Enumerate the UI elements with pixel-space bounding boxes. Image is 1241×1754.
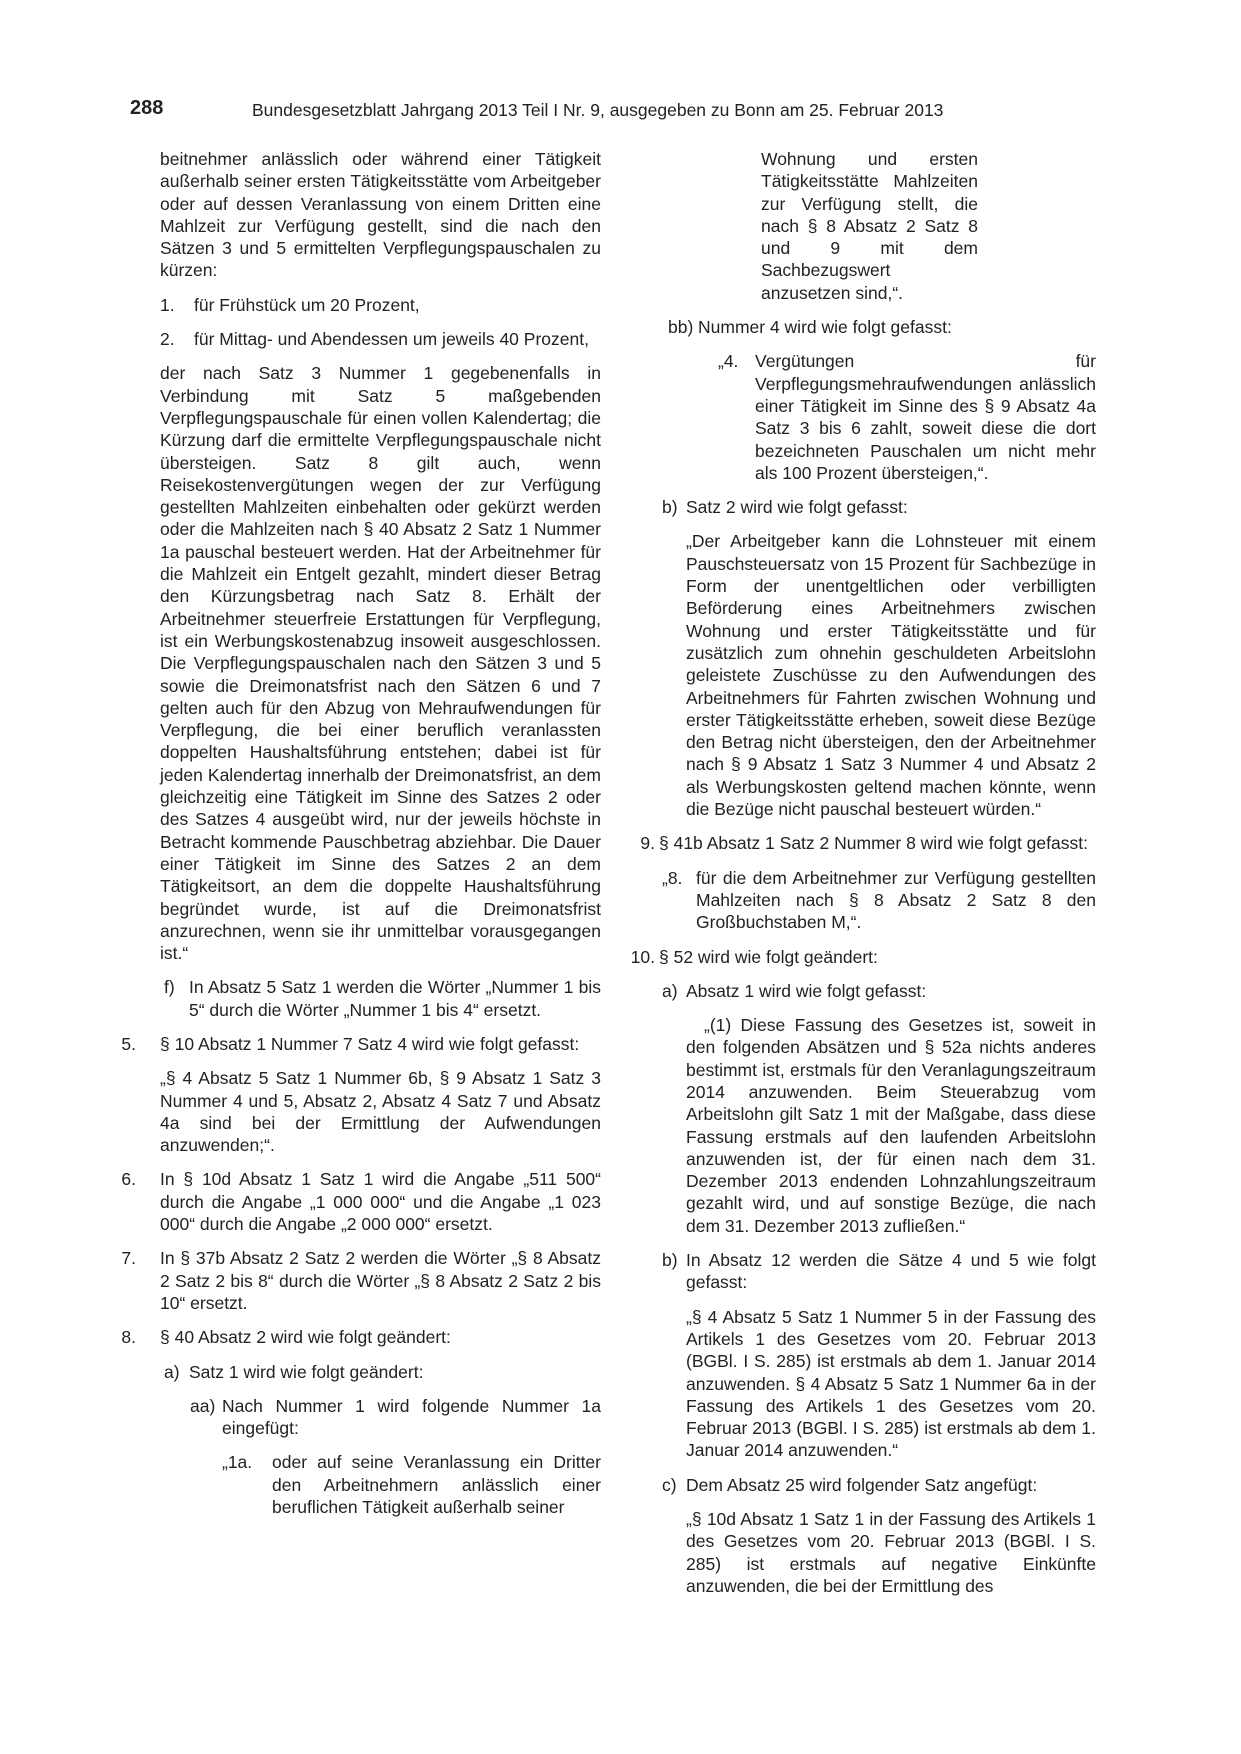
item-8b-quote <box>620 530 1101 820</box>
list-item-text: für Frühstück um 20 Prozent, <box>194 294 420 315</box>
item-10 <box>620 946 1101 968</box>
quote-4-label: „4. <box>718 351 739 372</box>
item-10b-quote <box>620 1306 1101 1462</box>
item-5-quote-text: „§ 4 Absatz 5 Satz 1 Nummer 6b, § 9 Absatz 1 Satz 3 Nummer 4 und 5, Absatz 2, Absatz 4 Satz 7 und Absatz 4a sind bei der Ermittlung der Aufwendungen anzuwenden;“. <box>160 1068 601 1156</box>
item-8bb <box>620 316 1101 338</box>
item-8-label: 8. <box>121 1327 136 1348</box>
right-column <box>620 148 1101 1597</box>
list-item-label: 2. <box>160 329 175 350</box>
item-7 <box>121 1247 601 1314</box>
quote-1a-label: „1a. <box>222 1452 253 1473</box>
item-8b-text: Satz 2 wird wie folgt gefasst: <box>686 497 908 518</box>
item-5-quote <box>140 1067 601 1156</box>
quote-8-label: „8. <box>662 867 683 888</box>
intro-paragraph <box>140 148 601 282</box>
item-8b-label: b) <box>662 497 678 518</box>
continuation-text: der nach Satz 3 Nummer 1 gegebenenfalls in Verbindung mit Satz 5 maßgebenden Verpflegungspauschale für einen vollen Kalendertag; die Kürzung darf die ermittelte Verpflegungspauschale nicht übersteigen. Satz 8 gilt auch, wenn Reisekostenvergütungen wegen der zur Verfügung gestellten Mahlzeiten einbehalten oder gekürzt werden oder die Mahlzeiten nach § 40 Absatz 2 Satz 1 Nummer 1a pauschal besteuert werden. Hat der Arbeitnehmer für die Mahlzeit ein Entgelt gezahlt, mindert dieser Betrag den Kürzungsbetrag nach Satz 8. Erhält der Arbeitnehmer steuerfreie Erstattungen für Verpflegung, ist ein Werbungskostenabzug insoweit ausgeschlossen. Die Verpflegungspauschalen nach den Sätzen 3 und 5 sowie die Dreimonatsfrist nach den Sätzen 6 und 7 gelten auch für den Abzug von Mehraufwendungen für Verpflegung, die bei einer beruflich veranlassten doppelten Haushaltsführung entstehen; dabei ist für jeden Kalendertag innerhalb der Dreimonatsfrist, an dem gleichzeitig eine Tätigkeit im Sinne des Satzes 2 oder des Satzes 4 ausgeübt wird, nur der jeweils höchste in Betracht kommende Pauschbetrag abziehbar. Die Dauer einer Tätigkeit im Sinne des Satzes 2 an dem Tätigkeitsort, an dem die doppelte Haushaltsführung begründet wurde, ist auf die Dreimonatsfrist anzurechnen, wenn sie ihr unmittelbar vorausgegangen ist.“ <box>160 363 601 964</box>
item-10a-text: Absatz 1 wird wie folgt gefasst: <box>686 980 927 1001</box>
item-10c <box>620 1474 1101 1496</box>
item-10a-label: a) <box>662 980 678 1001</box>
item-8b-quote-text: „Der Arbeitgeber kann die Lohnsteuer mit einem Pauschsteuersatz von 15 Prozent für Sachbezüge in Form der unentgeltlichen oder verbilligten Beförderung eines Arbeitnehmers zwischen Wohnung und erster Tätigkeitsstätte und für zusätzlich zum ohnehin geschuldeten Arbeitslohn geleistete Zuschüsse zu den Aufwendungen des Arbeitnehmers für Fahrten zwischen Wohnung und erster Tätigkeitsstätte erheben, soweit diese Bezüge den Betrag nicht übersteigen, den der Arbeitnehmer nach § 9 Absatz 1 Satz 3 Nummer 4 und Absatz 2 als Werbungskosten geltend machen könnte, wenn die Bezüge nicht pauschal besteuert würden.“ <box>686 531 1096 820</box>
item-f-label: f) <box>164 977 175 998</box>
quote-4-text: Vergütungen für Verpflegungsmehraufwendungen anlässlich einer Tätigkeit im Sinne des § 9 Absatz 4a Satz 3 bis 6 zahlt, soweit diese die dort bezeichneten Pauschalen um nicht mehr als 100 Prozent übersteigen,“. <box>755 351 1096 483</box>
item-8aa-label: aa) <box>190 1395 216 1416</box>
item-5 <box>121 1033 601 1055</box>
item-8bb-label: bb) <box>668 317 694 338</box>
running-head: Bundesgesetzblatt Jahrgang 2013 Teil I Nr. 9, ausgegeben zu Bonn am 25. Februar 2013 <box>252 100 944 120</box>
item-7-text: In § 37b Absatz 2 Satz 2 werden die Wörter „§ 8 Absatz 2 Satz 2 bis 8“ durch die Wörter „§ 8 Absatz 2 Satz 2 bis 10“ ersetzt. <box>160 1248 601 1313</box>
page-number: 288 <box>130 97 164 119</box>
quote-1a-continuation-text: Wohnung und ersten Tätigkeitsstätte Mahlzeiten zur Verfügung stellt, die nach § 8 Absatz 2 Satz 8 und 9 mit dem Sachbezugswert anzusetzen sind,“. <box>761 149 978 303</box>
quote-8-text: für die dem Arbeitnehmer zur Verfügung gestellten Mahlzeiten nach § 8 Absatz 2 Satz 8 den Großbuchstaben M,“. <box>696 867 1096 933</box>
item-f-text: In Absatz 5 Satz 1 werden die Wörter „Nummer 1 bis 5“ durch die Wörter „Nummer 1 bis 4“ ersetzt. <box>189 977 601 1020</box>
quote-4 <box>620 350 1101 484</box>
item-10b-label: b) <box>662 1250 678 1271</box>
item-10b-quote-text: „§ 4 Absatz 5 Satz 1 Nummer 5 in der Fassung des Artikels 1 des Gesetzes vom 20. Februar 2013 (BGBl. I S. 285) ist erstmals ab dem 1. Januar 2014 anzuwenden. § 4 Absatz 5 Satz 1 Nummer 6a in der Fassung des Artikels 1 des Gesetzes vom 20. Februar 2013 (BGBl. I S. 285) ist erstmals ab dem 1. Januar 2014 anzuwenden.“ <box>686 1306 1096 1461</box>
item-10a-quote-text: „(1) Diese Fassung des Gesetzes ist, soweit in den folgenden Absätzen und § 52a nichts anderes bestimmt ist, erstmals für den Veranlagungszeitraum 2014 anzuwenden. Beim Steuerabzug vom Arbeitslohn gilt Satz 1 mit der Maßgabe, dass diese Fassung erstmals auf den laufenden Arbeitslohn anzuwenden ist, der für einen nach dem 31. Dezember 2013 endenden Lohnzahlungszeitraum gezahlt wird, und auf sonstige Bezüge, die nach dem 31. Dezember 2013 zufließen.“ <box>686 1015 1096 1236</box>
item-5-label: 5. <box>121 1033 136 1054</box>
item-9-label: 9. <box>640 833 655 854</box>
quote-1a-text: oder auf seine Veranlassung ein Dritter den Arbeitnehmern anlässlich einer beruflichen Tätigkeit außerhalb seiner <box>272 1452 601 1518</box>
item-10c-text: Dem Absatz 25 wird folgender Satz angefügt: <box>686 1474 1038 1495</box>
item-6-label: 6. <box>121 1169 136 1190</box>
item-8a-text: Satz 1 wird wie folgt geändert: <box>189 1361 424 1382</box>
item-10c-quote-text: „§ 10d Absatz 1 Satz 1 in der Fassung des Artikels 1 des Gesetzes vom 20. Februar 2013 (BGBl. I S. 285) ist erstmals auf negative Einkünfte anzuwenden, die bei der Ermittlung des <box>686 1509 1096 1596</box>
list-item-label: 1. <box>160 294 175 315</box>
item-8 <box>121 1326 601 1348</box>
item-10b-text: In Absatz 12 werden die Sätze 4 und 5 wie folgt gefasst: <box>686 1250 1096 1293</box>
intro-text: beitnehmer anlässlich oder während einer Tätigkeit außerhalb seiner ersten Tätigkeitsstätte vom Arbeitgeber oder auf dessen Veranlassung von einem Dritten eine Mahlzeit zur Verfügung gestellt, sind die nach den Sätzen 3 und 5 ermittelten Verpflegungspauschalen zu kürzen: <box>160 149 601 281</box>
item-6-text: In § 10d Absatz 1 Satz 1 wird die Angabe „511 500“ durch die Angabe „1 000 000“ und die Angabe „1 023 000“ durch die Angabe „2 000 000“ ersetzt. <box>160 1169 601 1235</box>
item-8a-label: a) <box>164 1361 180 1382</box>
item-10c-quote <box>620 1508 1101 1597</box>
list-item <box>140 294 601 316</box>
continuation-paragraph <box>140 362 601 964</box>
item-8a <box>140 1361 601 1383</box>
item-10a <box>620 980 1101 1002</box>
quote-1a <box>140 1451 601 1518</box>
item-6 <box>121 1168 601 1235</box>
item-9-text: § 41b Absatz 1 Satz 2 Nummer 8 wird wie folgt gefasst: <box>659 833 1088 854</box>
item-10a-quote <box>620 1014 1101 1237</box>
item-9 <box>620 832 1101 854</box>
quote-8 <box>620 867 1101 934</box>
item-8-text: § 40 Absatz 2 wird wie folgt geändert: <box>160 1327 451 1348</box>
item-8b <box>620 496 1101 518</box>
item-5-text: § 10 Absatz 1 Nummer 7 Satz 4 wird wie folgt gefasst: <box>160 1033 580 1054</box>
item-10c-label: c) <box>662 1474 677 1495</box>
item-10-text: § 52 wird wie folgt geändert: <box>659 946 878 967</box>
item-8aa-text: Nach Nummer 1 wird folgende Nummer 1a eingefügt: <box>222 1395 601 1439</box>
item-10b <box>620 1249 1101 1294</box>
item-8bb-text: Nummer 4 wird wie folgt gefasst: <box>698 317 952 338</box>
item-10-label: 10. <box>630 946 655 967</box>
quote-1a-continuation <box>620 148 1101 304</box>
list-item-text: für Mittag- und Abendessen um jeweils 40 Prozent, <box>194 329 589 350</box>
list-item <box>140 328 601 350</box>
item-8aa <box>140 1395 601 1440</box>
item-7-label: 7. <box>121 1248 136 1269</box>
left-column <box>121 148 601 1518</box>
item-f <box>140 976 601 1021</box>
